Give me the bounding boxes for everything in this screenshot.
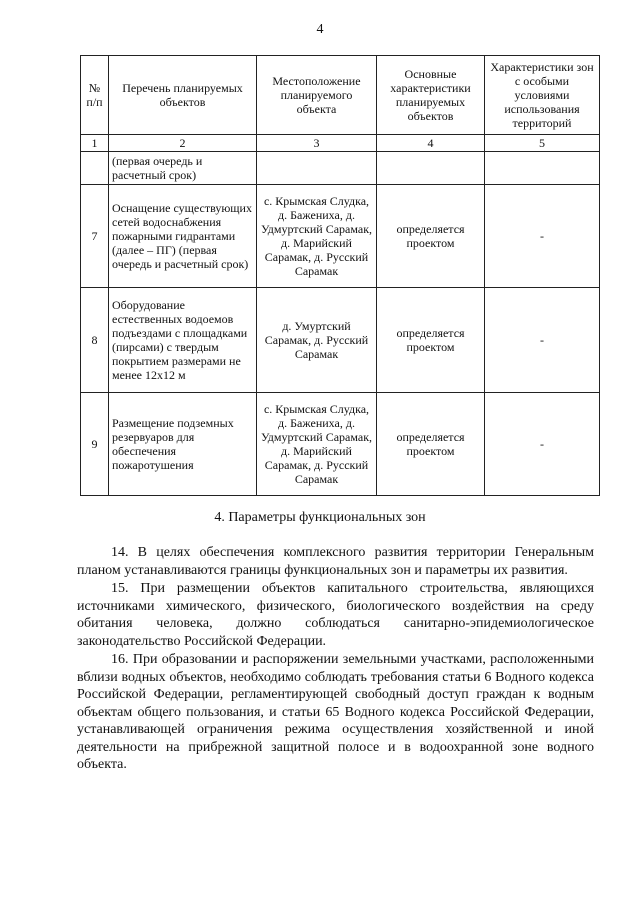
paragraph-15: 15. При размещении объектов капитального строительства, являющихся источниками химического, физического, биологического воздействия на среду обитания человека, должно соблюдаться санитарно-эпидемиологическое законодательство Российской Федерации. xyxy=(77,581,594,649)
column-number: 1 xyxy=(81,135,109,152)
object-name-cell: (первая очередь и расчетный срок) xyxy=(109,152,257,185)
zone-cell: - xyxy=(485,393,600,496)
page-number: 4 xyxy=(316,22,324,37)
table-row xyxy=(81,393,600,496)
characteristics-cell: определяется проектом xyxy=(377,288,485,393)
characteristics-cell: определяется проектом xyxy=(377,393,485,496)
column-number: 4 xyxy=(377,135,485,152)
object-name-cell: Оснащение существующих сетей водоснабжения пожарными гидрантами (далее – ПГ) (первая очередь и расчетный срок) xyxy=(109,185,257,288)
row-number-cell xyxy=(81,152,109,185)
location-cell xyxy=(257,152,377,185)
row-number-cell: 7 xyxy=(81,185,109,288)
zone-cell: - xyxy=(485,185,600,288)
header-objects-list: Перечень планируемых объектов xyxy=(109,56,257,135)
column-numbers-row xyxy=(81,135,600,152)
location-cell: с. Крымская Слудка, д. Бажениха, д. Удмуртский Сарамак, д. Марийский Сарамак, д. Русский Сарамак xyxy=(257,393,377,496)
header-main-characteristics: Основные характеристики планируемых объектов xyxy=(377,56,485,135)
row-number-cell: 9 xyxy=(81,393,109,496)
column-number: 3 xyxy=(257,135,377,152)
characteristics-cell xyxy=(377,152,485,185)
table-row xyxy=(81,185,600,288)
zone-cell xyxy=(485,152,600,185)
body-text xyxy=(77,544,594,775)
location-cell: с. Крымская Слудка, д. Бажениха, д. Удмуртский Сарамак, д. Марийский Сарамак, д. Русский Сарамак xyxy=(257,185,377,288)
paragraph-14: 14. В целях обеспечения комплексного развития территории Генеральным планом устанавливаются границы функциональных зон и параметры их развития. xyxy=(77,545,594,578)
row-number-cell: 8 xyxy=(81,288,109,393)
header-location: Местоположение планируемого объекта xyxy=(257,56,377,135)
column-number: 5 xyxy=(485,135,600,152)
object-name-cell: Размещение подземных резервуаров для обеспечения пожаротушения xyxy=(109,393,257,496)
section-title: 4. Параметры функциональных зон xyxy=(214,510,426,525)
paragraph-16: 16. При образовании и распоряжении земельными участками, расположенными вблизи водных объектов, необходимо соблюдать требования статьи 6 Водного кодекса Российской Федерации, регламентирующей свободный доступ граждан к водным объектам общего пользования, и статьи 65 Водного кодекса Российской Федерации, устанавливающей ограничения режима осуществления хозяйственной и иной деятельности на прибрежной защитной полосе и в водоохранной зоне водного объекта. xyxy=(77,652,594,772)
table-row xyxy=(81,288,600,393)
table-header-row xyxy=(81,56,600,135)
location-cell: д. Умуртский Сарамак, д. Русский Сарамак xyxy=(257,288,377,393)
table-row-continuation xyxy=(81,152,600,185)
column-number: 2 xyxy=(109,135,257,152)
header-zone-characteristics: Характеристики зон с особыми условиями использования территорий xyxy=(485,56,600,135)
zone-cell: - xyxy=(485,288,600,393)
characteristics-cell: определяется проектом xyxy=(377,185,485,288)
planned-objects-table xyxy=(80,55,600,496)
header-number: № п/п xyxy=(81,56,109,135)
object-name-cell: Оборудование естественных водоемов подъездами с площадками (пирсами) с твердым покрытием размерами не менее 12х12 м xyxy=(109,288,257,393)
